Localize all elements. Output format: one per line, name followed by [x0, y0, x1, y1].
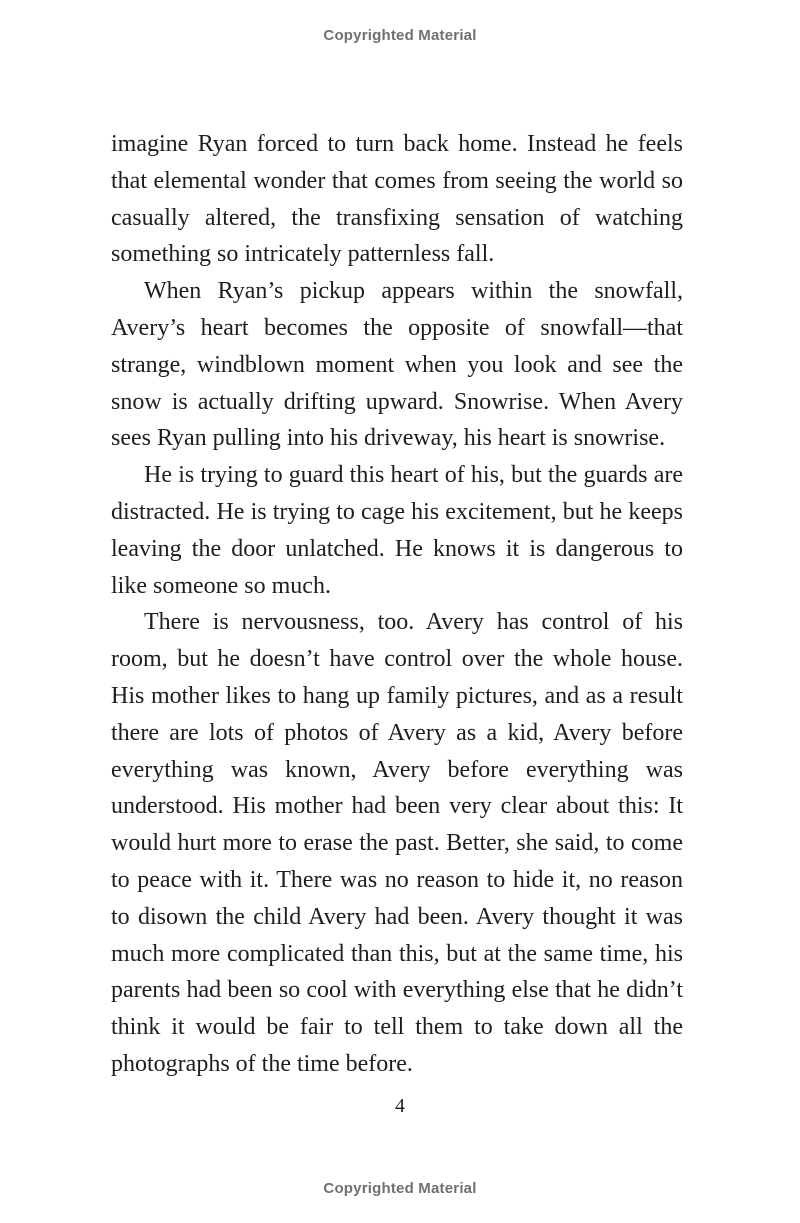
paragraph-3: He is trying to guard this heart of his, but the guards are distracted. He is trying to cage his excitement, but he keeps leaving the door unlatched. He knows it is dangerous to like someone so much.: [111, 462, 683, 599]
paragraph-1: imagine Ryan forced to turn back home. Instead he feels that elemental wonder that comes from seeing the world so casually altered, the transfixing sensation of watching something so intricately patternless fall.: [111, 131, 683, 268]
copyright-watermark-bottom: Copyrighted Material: [323, 1180, 477, 1197]
page-number: 4: [395, 1095, 405, 1117]
paragraph-2: When Ryan’s pickup appears within the snowfall, Avery’s heart becomes the opposite of snowfall—that strange, windblown moment when you look and see the snow is actually drifting upward. Snowrise. When Avery sees Ryan pulling into his driveway, his heart is snowrise.: [111, 278, 683, 452]
copyright-watermark-top: Copyrighted Material: [323, 27, 477, 44]
page-body: [111, 126, 683, 1083]
paragraph-4: There is nervousness, too. Avery has control of his room, but he doesn’t have control over the whole house. His mother likes to hang up family pictures, and as a result there are lots of photos of Avery as a kid, Avery before everything was known, Avery before everything was understood. His mother had been very clear about this: It would hurt more to erase the past. Better, she said, to come to peace with it. There was no reason to hide it, no reason to disown the child Avery had been. Avery thought it was much more complicated than this, but at the same time, his parents had been so cool with everything else that he didn’t think it would be fair to tell them to take down all the photographs of the time before.: [111, 609, 683, 1077]
